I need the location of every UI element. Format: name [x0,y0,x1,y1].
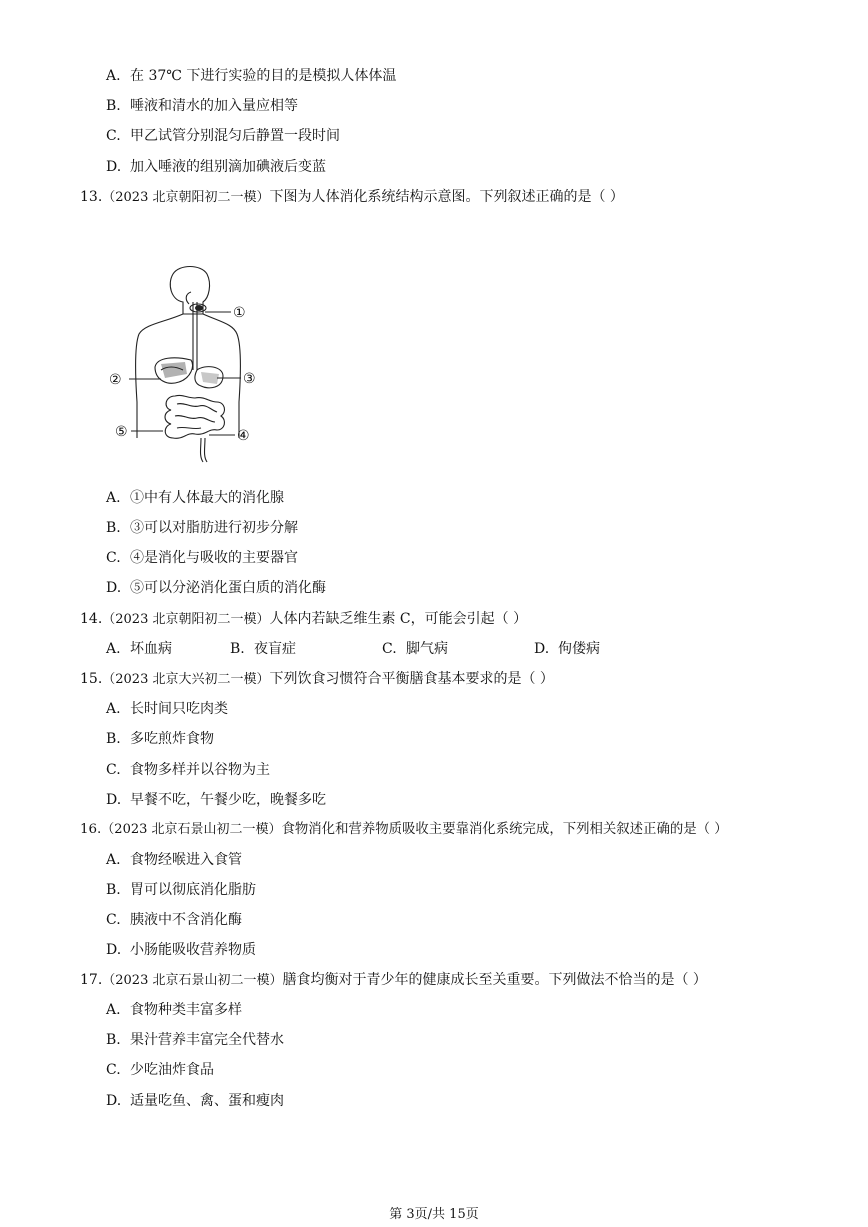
option-d: D. 小肠能吸收营养物质 [106,942,256,958]
question-16: 16.（2023 北京石景山初二一模）食物消化和营养物质吸收主要靠消化系统完成，下列相关叙述正确的是（ ） [80,822,728,837]
figure-label-4: ④ [237,428,250,444]
option-b: B. 果汁营养丰富完全代替水 [106,1032,284,1048]
option-a: A. 食物经喉进入食管 [106,852,242,868]
figure-label-2: ② [109,372,122,388]
option-b: B. 多吃煎炸食物 [106,731,214,747]
question-15: 15.（2023 北京大兴初二一模）下列饮食习惯符合平衡膳食基本要求的是（ ） [80,671,554,687]
question-13: 13.（2023 北京朝阳初二一模）下图为人体消化系统结构示意图。下列叙述正确的是（ ） [80,189,624,205]
option-a: A. 坏血病 [106,641,172,657]
figure-label-1: ① [233,305,246,321]
option-c: C. 胰液中不含消化酶 [106,912,242,928]
question-14: 14.（2023 北京朝阳初二一模）人体内若缺乏维生素 C，可能会引起（ ） [80,611,528,627]
option-c: C. 脚气病 [382,641,448,657]
option-d: D. 适量吃鱼、禽、蛋和瘦肉 [106,1093,284,1109]
option-b: B. 夜盲症 [230,641,296,657]
digestive-system-figure [105,262,270,477]
option-d: D. 加入唾液的组别滴加碘液后变蓝 [106,159,326,175]
option-a: A. 在 37℃ 下进行实验的目的是模拟人体体温 [106,68,397,84]
question-17: 17.（2023 北京石景山初二一模）膳食均衡对于青少年的健康成长至关重要。下列做法不恰当的是（ ） [80,972,707,988]
option-a: A. ①中有人体最大的消化腺 [106,490,284,506]
option-b: B. 唾液和清水的加入量应相等 [106,98,298,114]
option-d: D. ⑤可以分泌消化蛋白质的消化酶 [106,580,326,596]
page-footer: 第 3页/共 15页 [389,1207,479,1222]
option-d: D. 早餐不吃，午餐少吃，晚餐多吃 [106,792,326,808]
option-c: C. 少吃油炸食品 [106,1062,214,1078]
option-c: C. 甲乙试管分别混匀后静置一段时间 [106,128,340,144]
figure-label-5: ⑤ [115,424,128,440]
option-b: B. 胃可以彻底消化脂肪 [106,882,256,898]
option-b: B. ③可以对脂肪进行初步分解 [106,520,298,536]
option-a: A. 长时间只吃肉类 [106,701,228,717]
figure-label-3: ③ [243,371,256,387]
option-a: A. 食物种类丰富多样 [106,1002,242,1018]
option-c: C. 食物多样并以谷物为主 [106,762,270,778]
digestive-system-diagram [105,262,270,477]
option-c: C. ④是消化与吸收的主要器官 [106,550,298,566]
option-row [106,639,706,659]
option-d: D. 佝偻病 [534,641,600,657]
